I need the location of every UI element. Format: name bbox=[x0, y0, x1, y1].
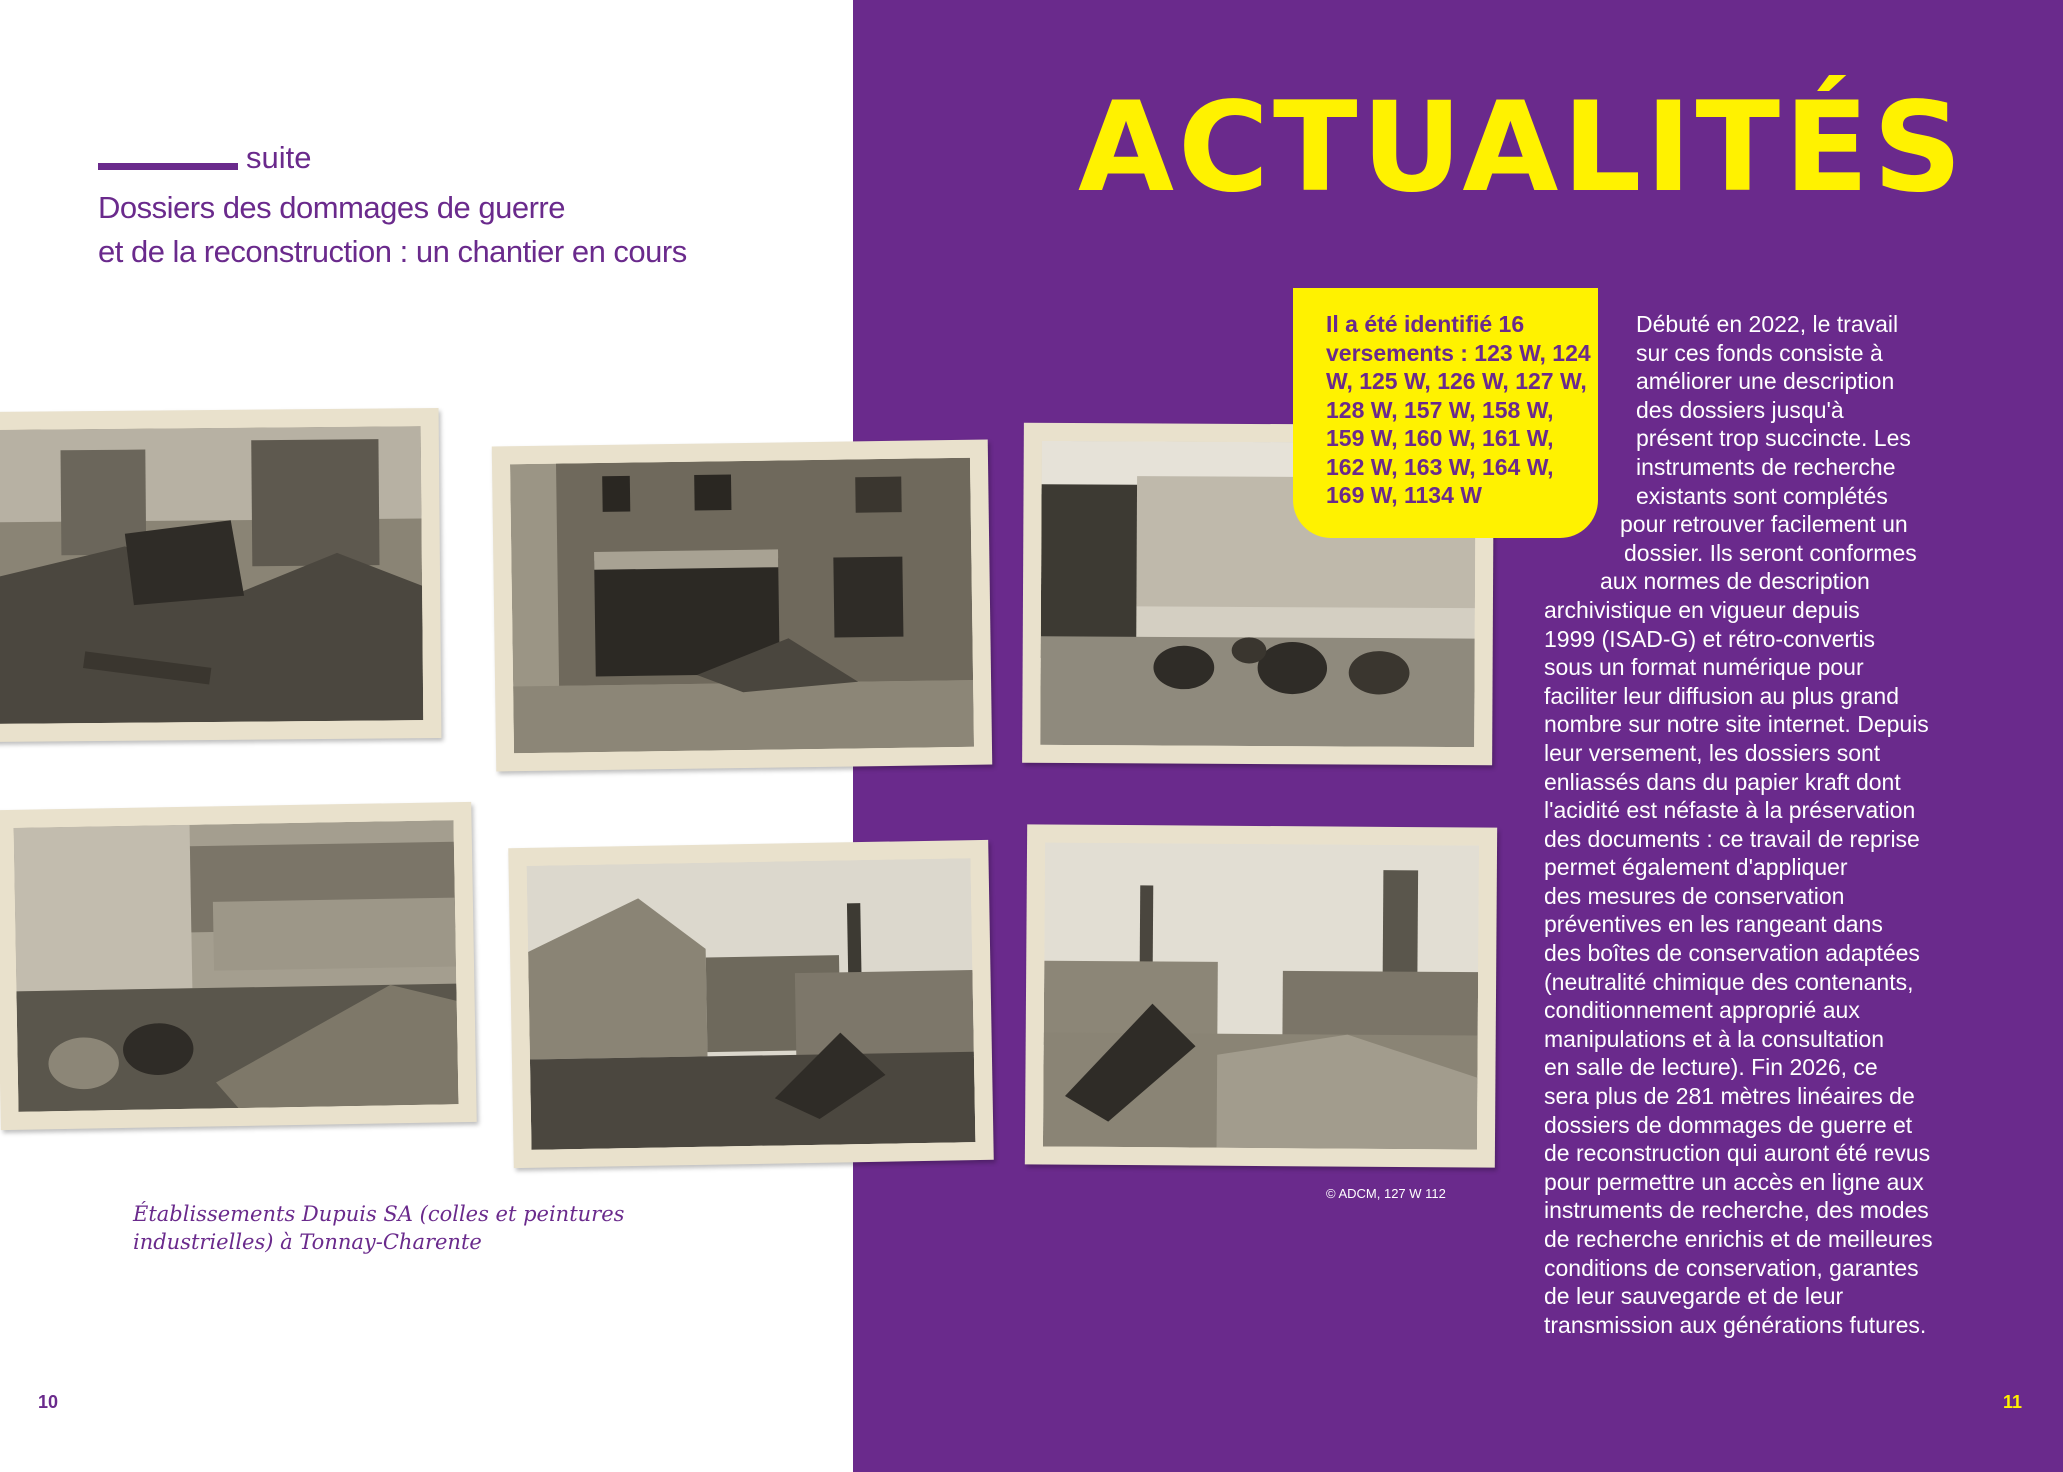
body-line: sera plus de 281 mètres linéaires de bbox=[1544, 1083, 1915, 1110]
body-line: leur versement, les dossiers sont bbox=[1544, 739, 1881, 766]
body-line: (neutralité chimique des contenants, bbox=[1544, 968, 1914, 995]
body-line: de recherche enrichis et de meilleures bbox=[1544, 1226, 1933, 1252]
body-line: améliorer une description bbox=[1636, 368, 1895, 395]
callout-text: Il a été identifié 16 versements : 123 W, 124 W, 125 W, 126 W, 127 W, 128 W, 157 W, 158 W, 159 W, 160 W, 161 W, 162 W, 163 W, 164 W, 169 W, 1134 W bbox=[1326, 311, 1591, 508]
photo-credit: © ADCM, 127 W 112 bbox=[1326, 1186, 1446, 1201]
body-line: pour permettre un accès en ligne aux bbox=[1544, 1168, 1924, 1195]
section-rule bbox=[98, 163, 238, 170]
photo-chimney-ruins bbox=[508, 840, 994, 1168]
body-line: des documents : ce travail de reprise bbox=[1544, 825, 1920, 852]
photo-barrels-yard bbox=[0, 802, 477, 1130]
body-line: conditions de conservation, garantes bbox=[1544, 1254, 1919, 1281]
body-line: instruments de recherche bbox=[1636, 453, 1896, 480]
body-line: des boîtes de conservation adaptées bbox=[1544, 940, 1920, 967]
body-line: en salle de lecture). Fin 2026, ce bbox=[1544, 1054, 1878, 1081]
body-line: existants sont complétés bbox=[1636, 482, 1888, 509]
caption-line: Établissements Dupuis SA (colles et peintures bbox=[133, 1202, 625, 1226]
body-line: présent trop succincte. Les bbox=[1636, 425, 1911, 452]
body-line: sous un format numérique pour bbox=[1544, 654, 1864, 681]
article-body bbox=[1544, 310, 1970, 1339]
page-number-right: 11 bbox=[2003, 1392, 2023, 1412]
body-line: Débuté en 2022, le travail bbox=[1636, 311, 1899, 337]
body-line: instruments de recherche, des modes bbox=[1544, 1197, 1929, 1224]
body-line: archivistique en vigueur depuis bbox=[1544, 596, 1860, 623]
body-line: permet également d'appliquer bbox=[1544, 854, 1848, 881]
body-line: pour retrouver facilement un bbox=[1620, 511, 1908, 538]
body-line: des dossiers jusqu'à bbox=[1636, 396, 1844, 423]
body-line: de reconstruction qui auront été revus bbox=[1544, 1140, 1931, 1167]
body-line: aux normes de description bbox=[1600, 568, 1870, 595]
subtitle-line: et de la reconstruction : un chantier en cours bbox=[98, 234, 687, 269]
section-kicker: suite bbox=[246, 140, 312, 175]
body-line: sur ces fonds consiste à bbox=[1636, 339, 1883, 366]
body-line: dossier. Ils seront conformes bbox=[1624, 539, 1917, 566]
body-line: enliassés dans du papier kraft dont bbox=[1544, 768, 1901, 795]
page-number-left: 10 bbox=[38, 1392, 59, 1412]
body-line: transmission aux générations futures. bbox=[1544, 1311, 1927, 1338]
section-subtitle bbox=[98, 186, 818, 274]
body-line: dossiers de dommages de guerre et bbox=[1544, 1111, 1913, 1138]
body-line: préventives en les rangeant dans bbox=[1544, 911, 1883, 938]
body-line: l'acidité est néfaste à la préservation bbox=[1544, 797, 1916, 824]
body-line: conditionnement approprié aux bbox=[1544, 997, 1860, 1024]
body-line: nombre sur notre site internet. Depuis bbox=[1544, 711, 1929, 738]
body-line: faciliter leur diffusion au plus grand bbox=[1544, 682, 1900, 709]
photo-caption bbox=[133, 1200, 693, 1256]
subtitle-line: Dossiers des dommages de guerre bbox=[98, 190, 565, 225]
headline-actualites: ACTUALITÉS bbox=[1078, 76, 1967, 220]
body-line: de leur sauvegarde et de leur bbox=[1544, 1283, 1844, 1310]
body-line: 1999 (ISAD-G) et rétro-convertis bbox=[1544, 625, 1876, 652]
body-line: des mesures de conservation bbox=[1544, 882, 1845, 909]
photo-storefront-ruins bbox=[492, 440, 992, 772]
body-line: manipulations et à la consultation bbox=[1544, 1025, 1885, 1052]
photo-rubble-vehicle bbox=[0, 408, 441, 742]
caption-line: industrielles) à Tonnay-Charente bbox=[133, 1230, 482, 1254]
photo-town-devastation bbox=[1025, 824, 1497, 1167]
